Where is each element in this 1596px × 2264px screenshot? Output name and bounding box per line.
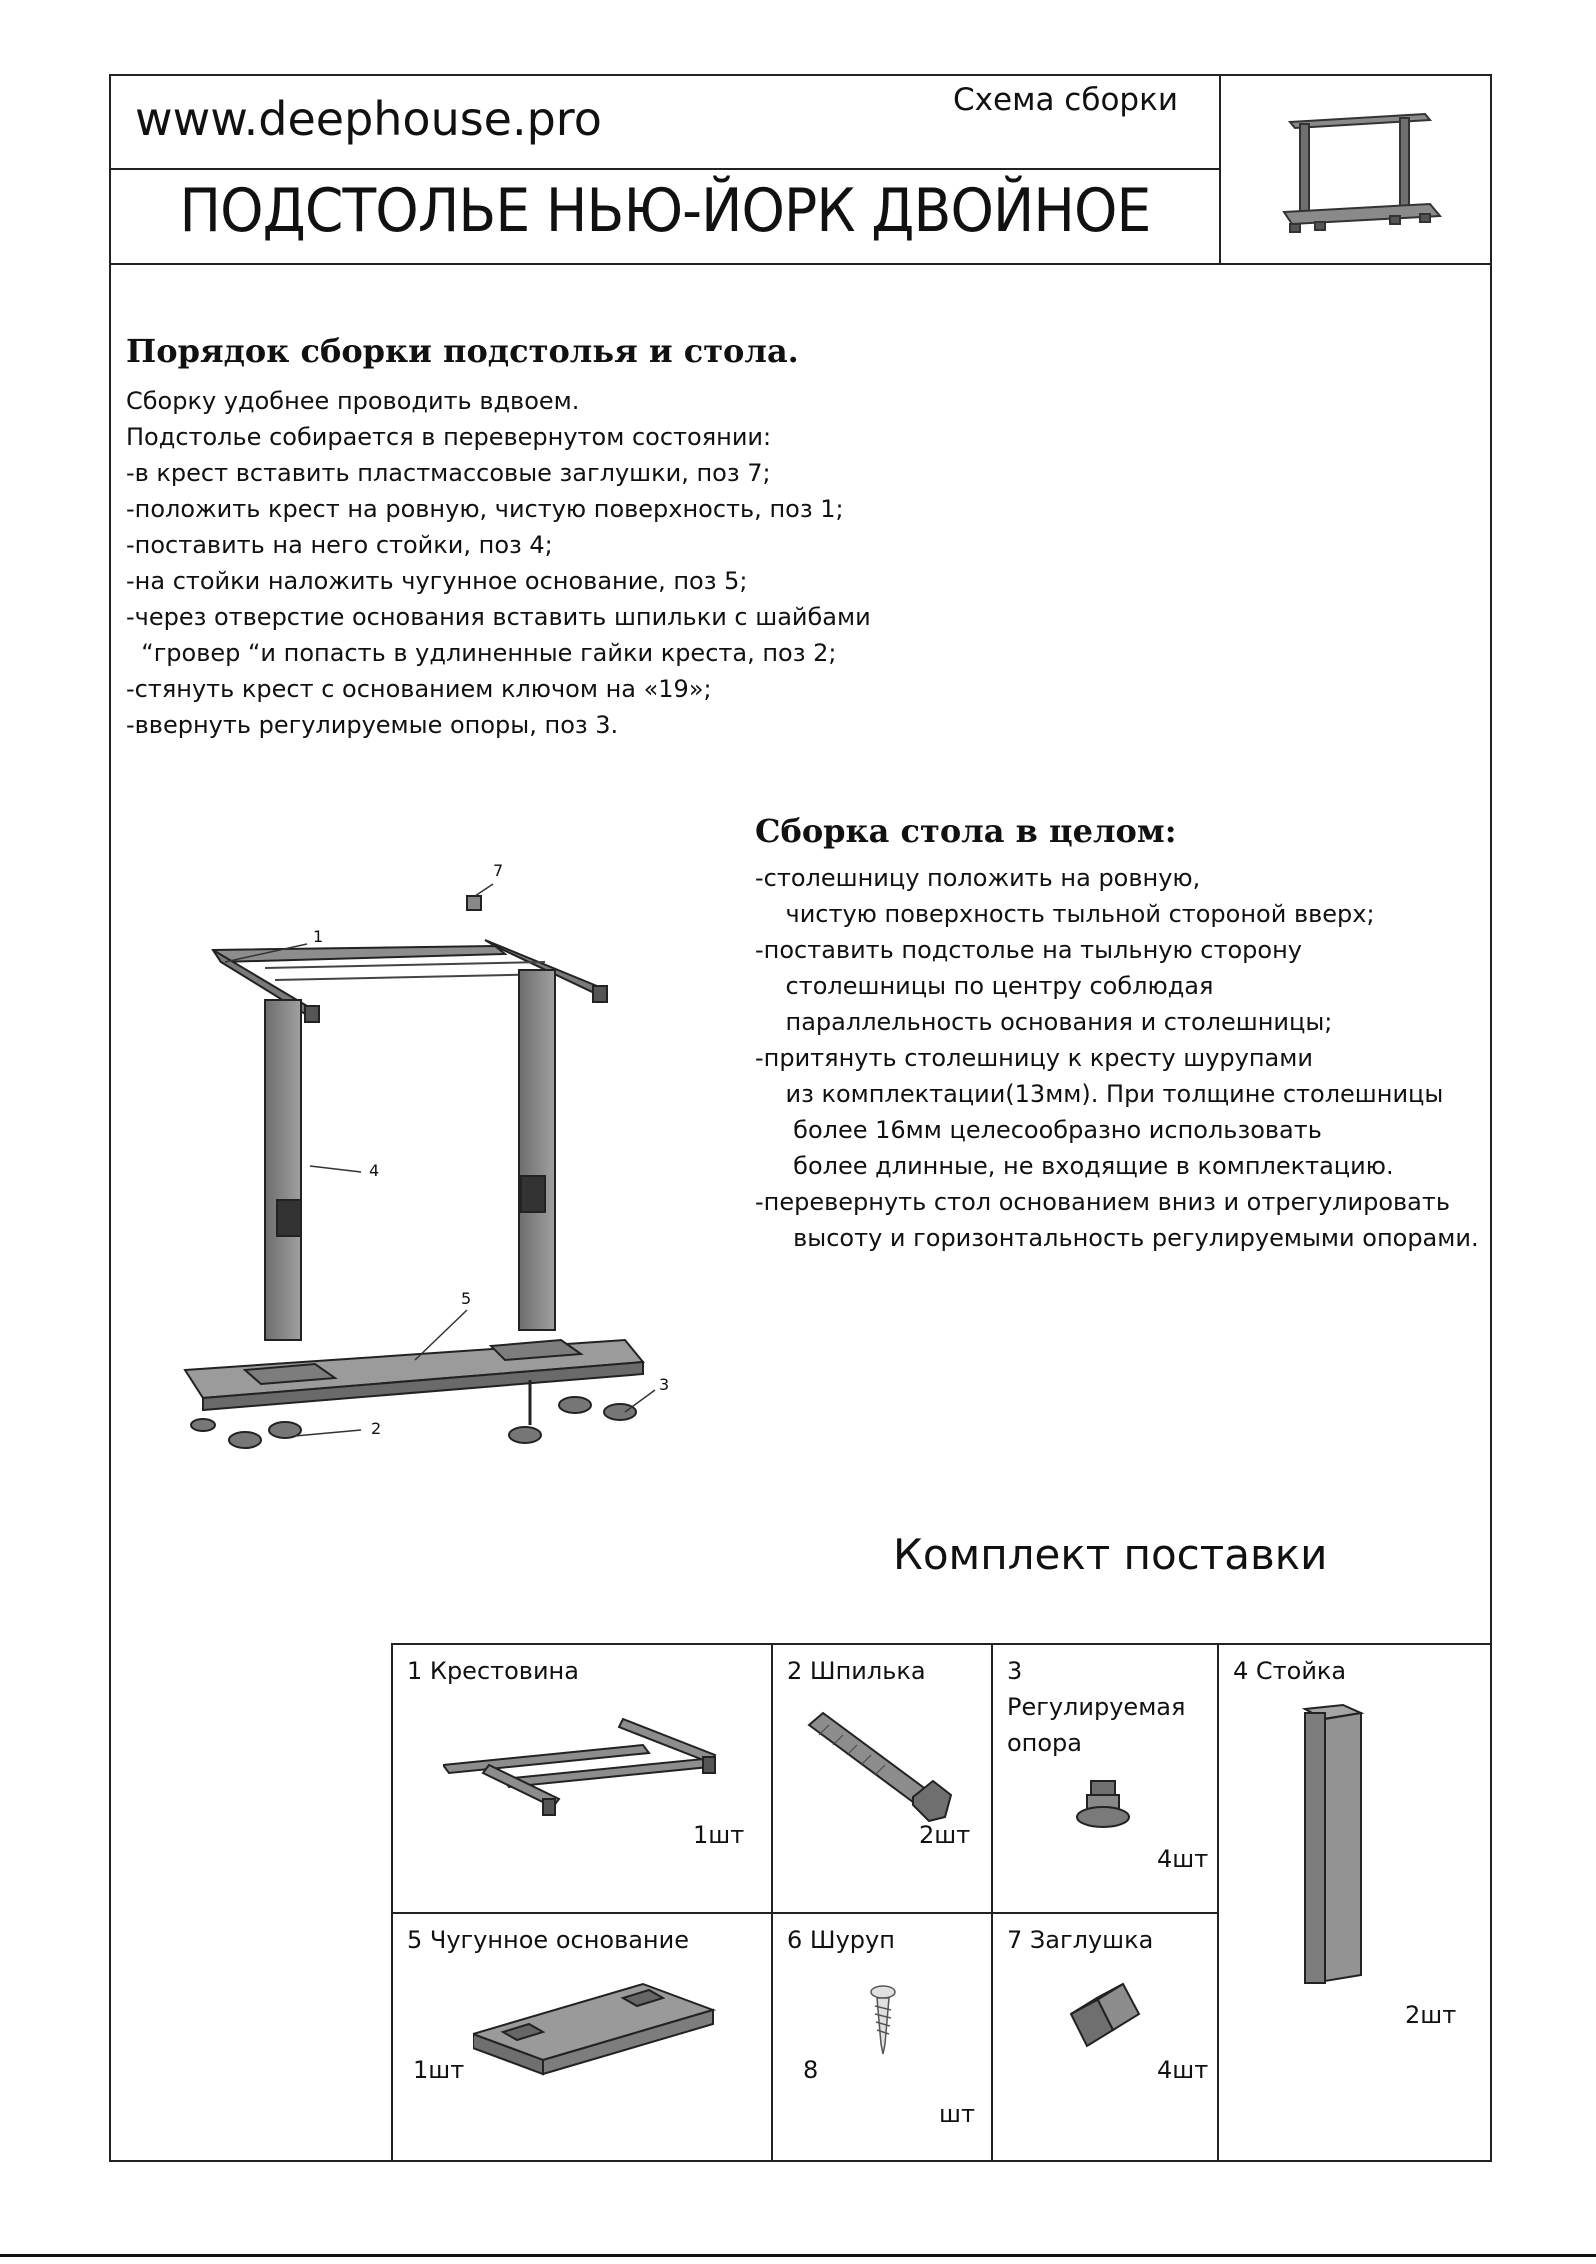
instruction-line: чистую поверхность тыльной стороной вверх;: [755, 900, 1375, 928]
screw-icon: [863, 1984, 903, 2064]
order-heading: Порядок сборки подстолья и стола.: [126, 332, 799, 370]
kit-item-qty: 1шт: [413, 2056, 465, 2084]
kit-item-qty: 2шт: [919, 1821, 971, 1849]
diagram-label-3: 3: [659, 1375, 670, 1394]
post-icon: [1299, 1689, 1379, 1989]
kit-cell-plug: [991, 1912, 1219, 2162]
document-subtitle: Схема сборки: [953, 82, 1178, 118]
diagram-label-2: 2: [371, 1419, 382, 1438]
instruction-line: более длинные, не входящие в комплектацию.: [755, 1152, 1394, 1180]
site-url[interactable]: www.deephouse.pro: [135, 92, 602, 146]
kit-item-label: 2 Шпилька: [787, 1657, 926, 1685]
kit-cell-post: [1217, 1643, 1492, 2162]
instruction-line: -столешницу положить на ровную,: [755, 864, 1201, 892]
kit-title: Комплект поставки: [893, 1530, 1328, 1579]
instruction-line: -положить крест на ровную, чистую поверхность, поз 1;: [126, 495, 844, 523]
diagram-label-7: 7: [493, 861, 504, 880]
table-assembly-heading: Сборка стола в целом:: [755, 812, 1177, 850]
instruction-line: высоту и горизонтальность регулируемыми опорами.: [755, 1224, 1479, 1252]
instruction-line: -перевернуть стол основанием вниз и отрегулировать: [755, 1188, 1450, 1216]
kit-item-label: 5 Чугунное основание: [407, 1926, 689, 1954]
assembly-diagram: [165, 850, 725, 1490]
kit-cell-cast-base: [391, 1912, 773, 2162]
diagram-label-1: 1: [313, 927, 324, 946]
kit-table: [391, 1643, 1492, 2162]
kit-cell-screw: [771, 1912, 993, 2162]
plug-icon: [1067, 1974, 1147, 2054]
cast-base-icon: [473, 1974, 723, 2084]
instruction-line: -притянуть столешницу к кресту шурупами: [755, 1044, 1313, 1072]
kit-item-qty: 4шт: [1157, 1845, 1209, 1873]
instruction-line: “гровер “и попасть в удлиненные гайки креста, поз 2;: [126, 639, 837, 667]
kit-item-label: 1 Крестовина: [407, 1657, 579, 1685]
document-title: ПОДСТОЛЬЕ НЬЮ-ЙОРК ДВОЙНОЕ: [179, 176, 1151, 246]
instruction-line: -поставить подстолье на тыльную сторону: [755, 936, 1302, 964]
diagram-label-5: 5: [461, 1289, 472, 1308]
instruction-line: -стянуть крест с основанием ключом на «19»;: [126, 675, 712, 703]
diagram-label-4: 4: [369, 1161, 380, 1180]
table-base-thumbnail: [1270, 100, 1450, 250]
instruction-line: -через отверстие основания вставить шпильки с шайбами: [126, 603, 871, 631]
kit-item-qty-unit: шт: [939, 2100, 975, 2128]
kit-item-label: 3 Регулируемая опора: [1007, 1657, 1186, 1757]
instruction-line: столешницы по центру соблюдая: [755, 972, 1214, 1000]
kit-cell-crosspiece: [391, 1643, 773, 1914]
instruction-line: -ввернуть регулируемые опоры, поз 3.: [126, 711, 619, 739]
crosspiece-icon: [443, 1715, 733, 1825]
kit-item-label: 7 Заглушка: [1007, 1926, 1154, 1954]
instruction-line: из комплектации(13мм). При толщине столешницы: [755, 1080, 1444, 1108]
instruction-line: более 16мм целесообразно использовать: [755, 1116, 1322, 1144]
page-bottom-rule: [0, 2254, 1596, 2257]
kit-item-qty-number: 8: [803, 2056, 819, 2084]
kit-cell-foot: [991, 1643, 1219, 1914]
kit-item-label: 4 Стойка: [1233, 1657, 1347, 1685]
kit-item-qty: 2шт: [1405, 2001, 1457, 2029]
instruction-line: Сборку удобнее проводить вдвоем.: [126, 387, 580, 415]
kit-cell-stud: [771, 1643, 993, 1914]
stud-icon: [803, 1705, 963, 1835]
kit-item-qty: 4шт: [1157, 2056, 1209, 2084]
table-assembly-instructions: [755, 860, 1479, 1256]
instruction-line: -в крест вставить пластмассовые заглушки, поз 7;: [126, 459, 771, 487]
adjustable-foot-icon: [1073, 1775, 1133, 1835]
instruction-line: -на стойки наложить чугунное основание, поз 5;: [126, 567, 748, 595]
kit-item-qty: 1шт: [693, 1821, 745, 1849]
instruction-line: Подстолье собирается в перевернутом состоянии:: [126, 423, 772, 451]
order-instructions: [126, 383, 871, 743]
kit-item-label: 6 Шуруп: [787, 1926, 895, 1954]
instruction-line: -поставить на него стойки, поз 4;: [126, 531, 553, 559]
instruction-line: параллельность основания и столешницы;: [755, 1008, 1333, 1036]
